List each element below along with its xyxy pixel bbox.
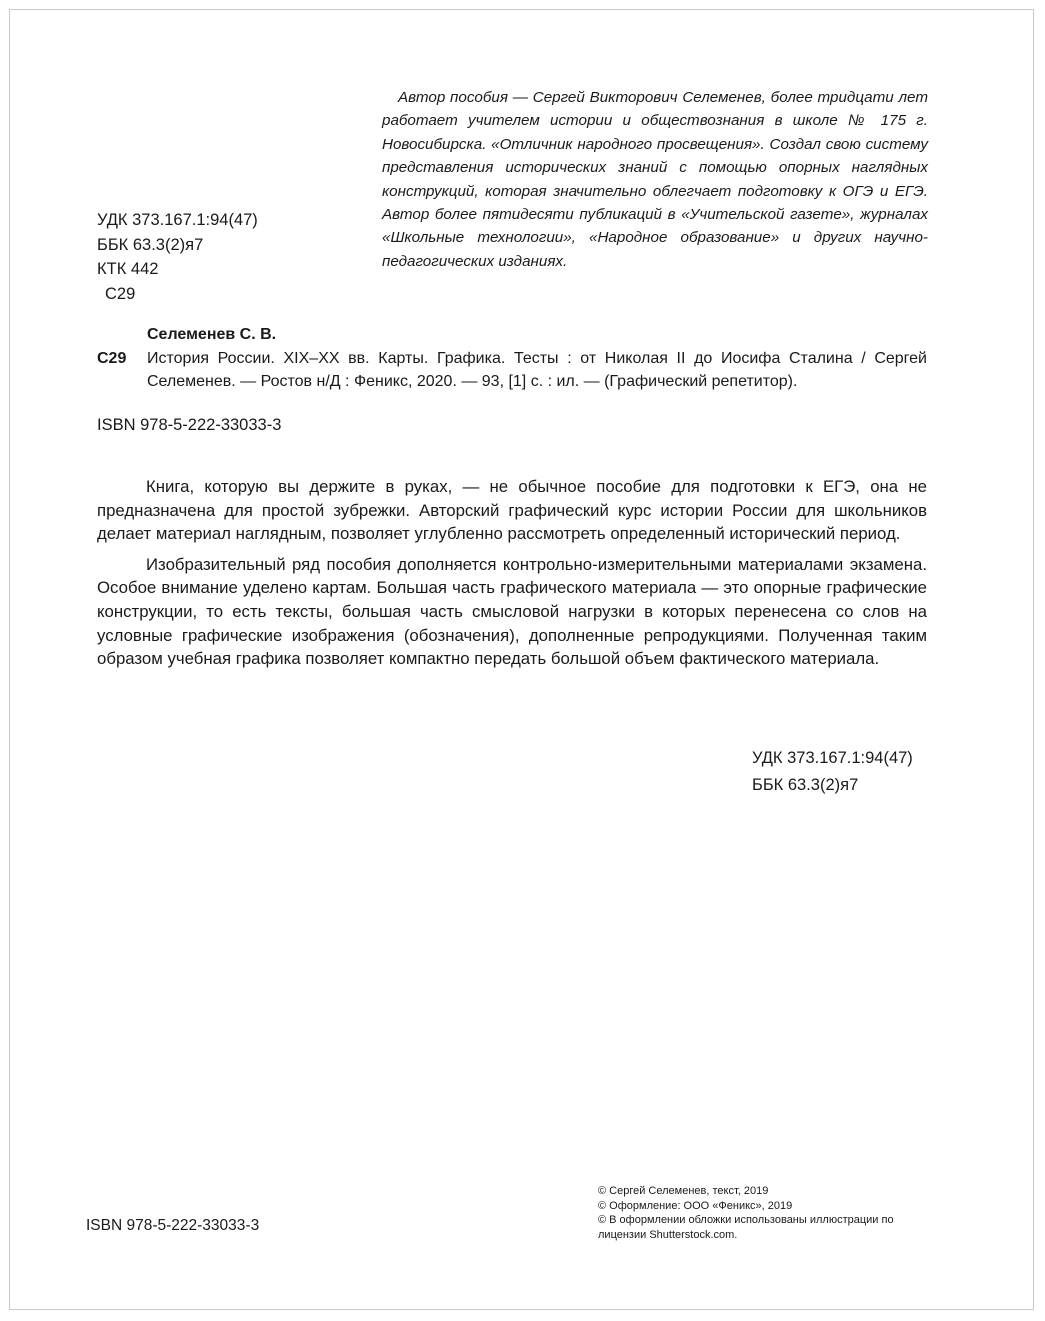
copyright-design: © Оформление: ООО «Феникс», 2019 — [598, 1199, 793, 1212]
book-author: Селеменев С. В. — [147, 326, 277, 343]
copyright-block — [598, 1184, 928, 1242]
bbk-code-right: ББК 63.3(2)я7 — [752, 776, 859, 794]
annotation — [97, 475, 927, 678]
annotation-paragraph-1: Книга, которую вы держите в руках, — не обычное пособие для подготовки к ЕГЭ, она не предназначена для простой зубрежки. Авторский графический курс истории России для школьников делает материал наглядным, позволяет углубленно рассмотреть определенный исторический период. — [97, 477, 927, 544]
classification-block — [97, 208, 258, 306]
bbk-code: ББК 63.3(2)я7 — [97, 235, 204, 254]
author-note: Автор пособия — Сергей Викторович Селеменев, более тридцати лет работает учителем истории и обществознания в школе № 175 г. Новосибирска. «Отличник народного просвещения». Создал свою систему представления исторических знаний с помощью опорных наглядных конструкций, которая значительно облегчает подготовку к ОГЭ и ЕГЭ. Автор более пятидесяти публикаций в «Учительской газете», журналах «Школьные технологии», «Народное образование» и других научно-педагогических изданиях. — [382, 89, 928, 270]
isbn: ISBN 978-5-222-33033-3 — [97, 416, 282, 434]
ktk-code: КТК 442 — [97, 260, 159, 278]
classification-block-right — [752, 745, 913, 799]
bibliographic-description-row — [97, 347, 927, 394]
author-sign-bold: С29 — [97, 349, 127, 367]
udk-code: УДК 373.167.1:94(47) — [97, 211, 258, 229]
annotation-paragraph-2: Изобразительный ряд пособия дополняется контрольно-измерительными материалами экзамена. Особое внимание уделено картам. Большая часть графического материала — это опорные графические конструкции, то есть тексты, большая часть смысловой нагрузки в которых перенесена со слов на условные графические изображения (обозначения), дополненные репродукциями. Полученная таким образом учебная графика позволяет компактно передать большой объем фактического материала. — [97, 554, 927, 669]
isbn-bottom: ISBN 978-5-222-33033-3 — [86, 1217, 260, 1234]
bibliographic-record — [97, 323, 927, 394]
bibliographic-description: История России. XIX–XX вв. Карты. Графика. Тесты : от Николая II до Иосифа Сталина / Сергей Селеменев. — Ростов н/Д : Феникс, 2020. — 93, [1] с. : ил. — (Графический репетитор). — [147, 349, 927, 390]
author-sign: С29 — [105, 284, 136, 303]
copyright-cover: © В оформлении обложки использованы иллюстрации по лицензии Shutterstock.com. — [598, 1214, 894, 1241]
copyright-text: © Сергей Селеменев, текст, 2019 — [598, 1185, 769, 1197]
udk-code-right: УДК 373.167.1:94(47) — [752, 749, 913, 767]
